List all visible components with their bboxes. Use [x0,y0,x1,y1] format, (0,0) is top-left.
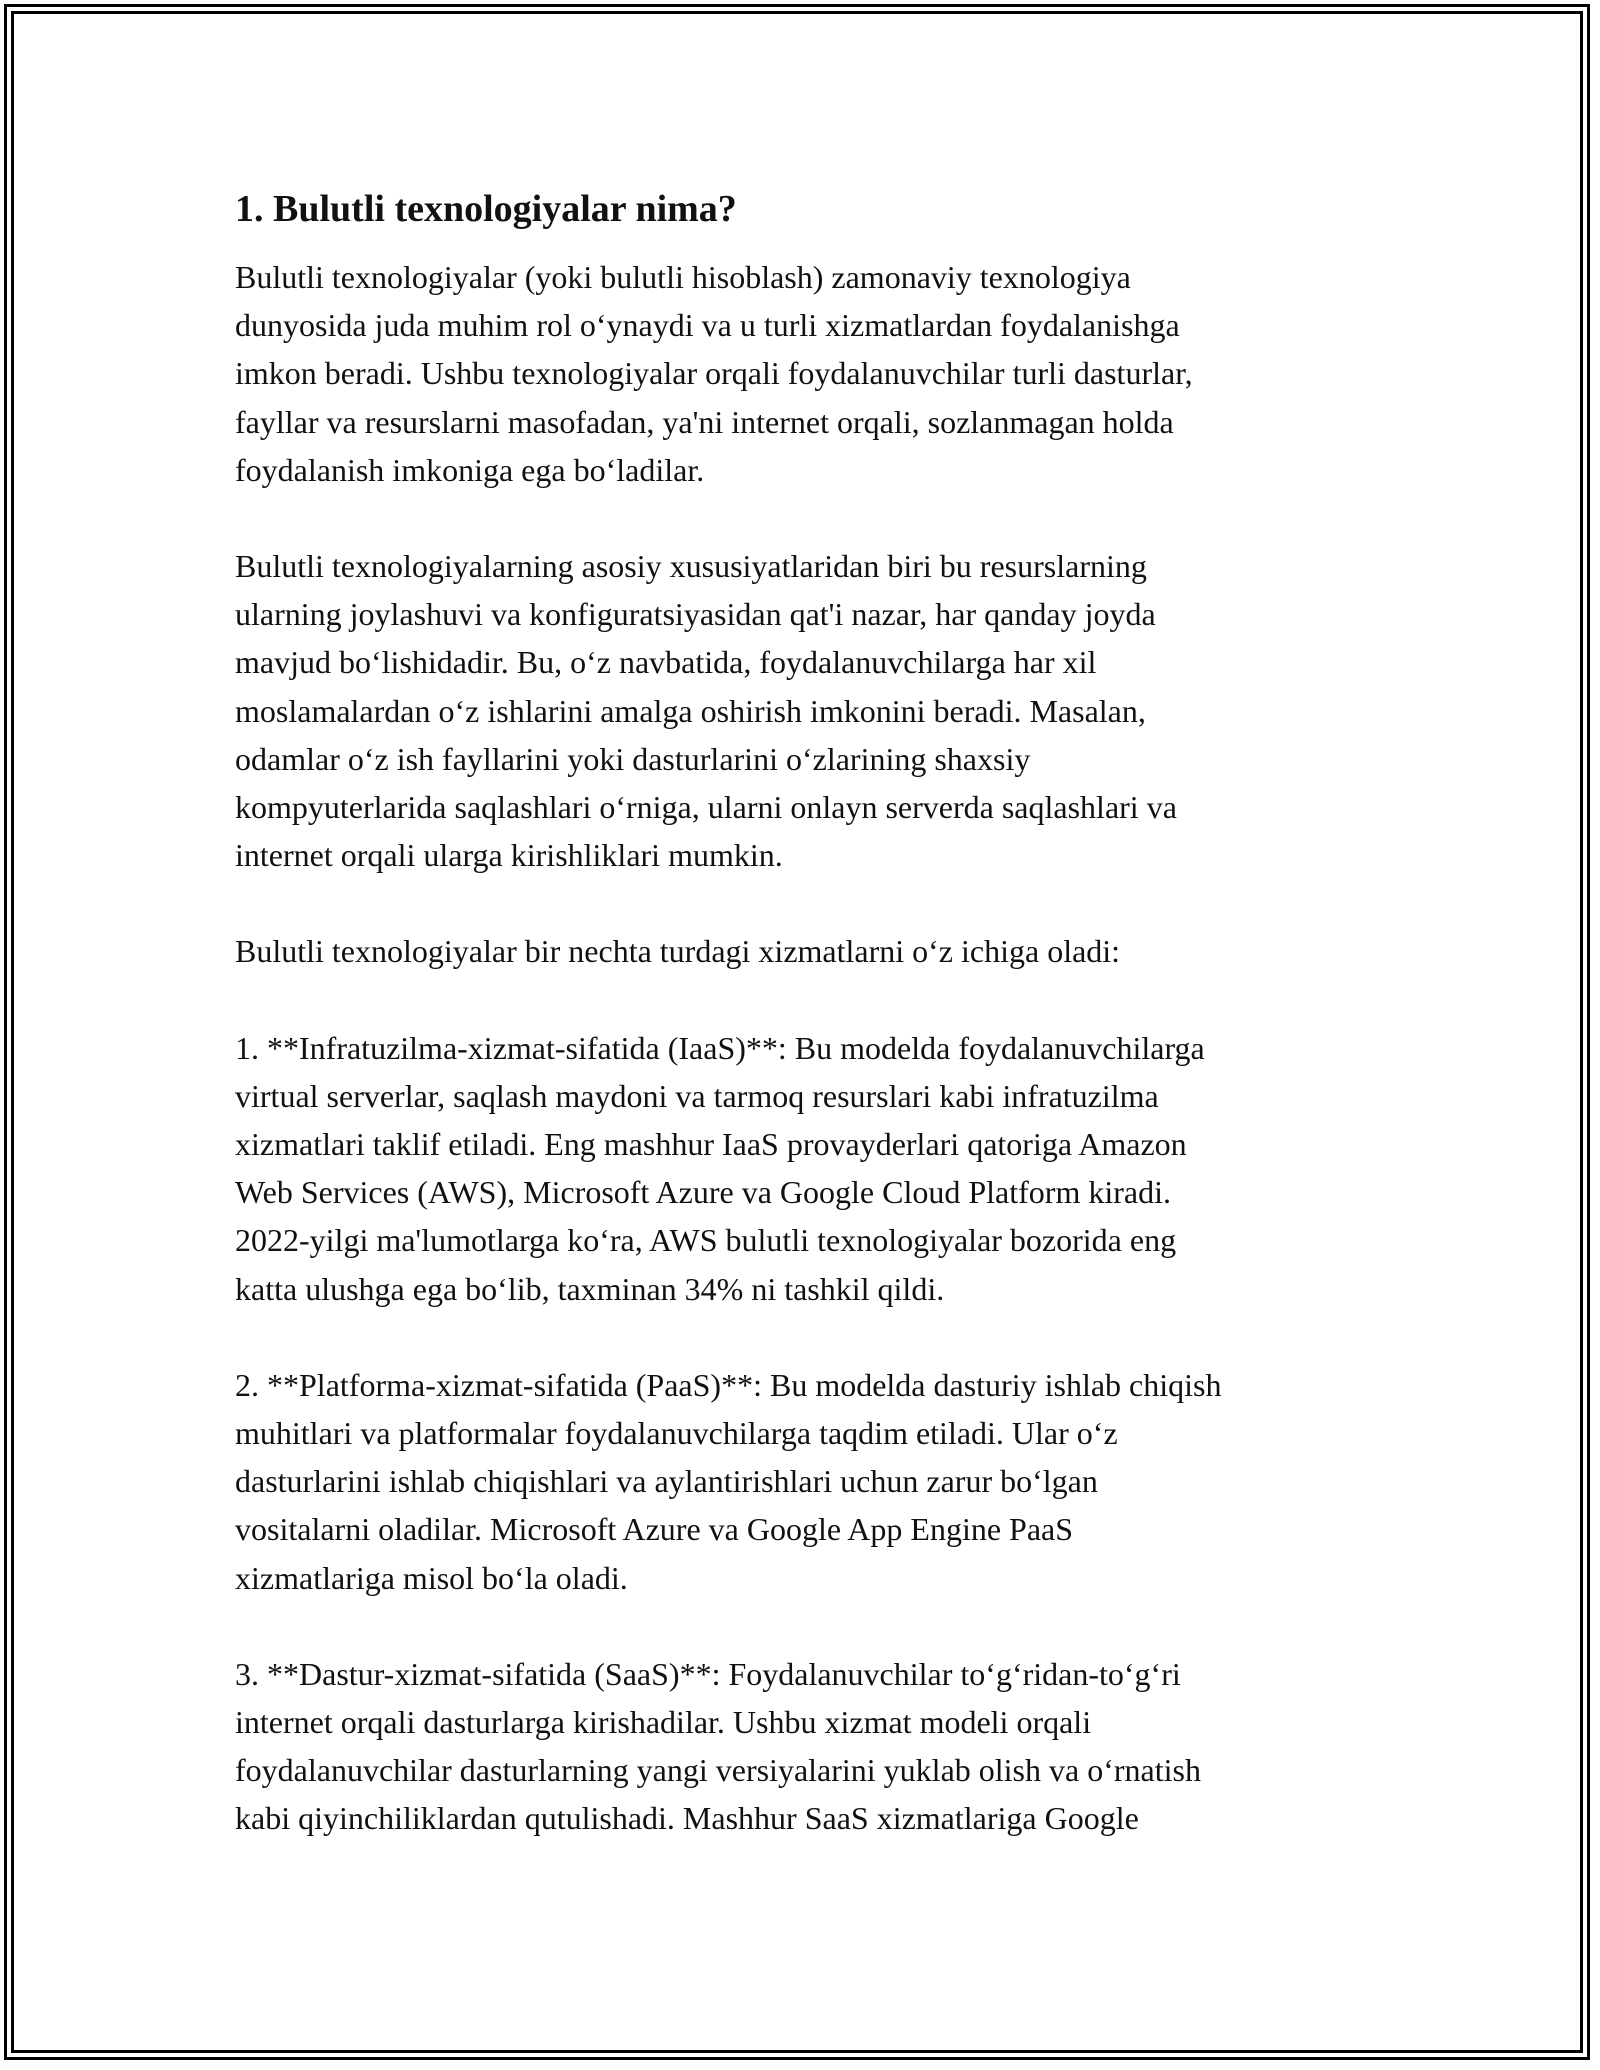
text-line: Web Services (AWS), Microsoft Azure va Google Cloud Platform kiradi. [235,1174,1171,1211]
text-line: internet orqali dasturlarga kirishadilar. Ushbu xizmat modeli orqali [235,1704,1092,1741]
text-line: odamlar o‘z ish fayllarini yoki dasturlarini o‘zlarining shaxsiy [235,740,1031,777]
text-line: mavjud bo‘lishidadir. Bu, o‘z navbatida, foydalanuvchilarga har xil [235,644,1097,681]
text-line: xizmatlari taklif etiladi. Eng mashhur IaaS provayderlari qatoriga Amazon [235,1126,1187,1163]
paragraph-intro [235,253,1375,494]
text-line: Bulutli texnologiyalar bir nechta turdagi xizmatlarni o‘z ichiga oladi: [235,933,1121,970]
text-line: dunyosida juda muhim rol o‘ynaydi va u turli xizmatlardan foydalanishga [235,307,1180,344]
text-line: 1. **Infratuzilma-xizmat-sifatida (IaaS)**: Bu modelda foydalanuvchilarga [235,1029,1205,1066]
text-line: 2. **Platforma-xizmat-sifatida (PaaS)**: Bu modelda dasturiy ishlab chiqish [235,1366,1222,1403]
text-line: moslamalardan o‘z ishlarini amalga oshirish imkonini beradi. Masalan, [235,692,1146,729]
text-line: 2022-yilgi ma'lumotlarga ko‘ra, AWS bulutli texnologiyalar bozorida eng [235,1222,1177,1259]
text-line: fayllar va resurslarni masofadan, ya'ni internet orqali, sozlanmagan holda [235,403,1174,440]
paragraph-iaas [235,1024,1375,1313]
paragraph-saas [235,1650,1375,1843]
section-heading: 1. Bulutli texnologiyalar nima? [235,188,737,230]
paragraph-service-types-intro [235,927,1375,975]
text-line: foydalanish imkoniga ega bo‘ladilar. [235,451,705,488]
text-line: dasturlarini ishlab chiqishlari va aylantirishlari uchun zarur bo‘lgan [235,1463,1098,1500]
text-line: kompyuterlarida saqlashlari o‘rniga, ularni onlayn serverda saqlashlari va [235,789,1177,826]
paragraph-paas [235,1361,1375,1602]
text-line: Bulutli texnologiyalarning asosiy xususiyatlaridan biri bu resurslarning [235,548,1147,585]
text-line: Bulutli texnologiyalar (yoki bulutli hisoblash) zamonaviy texnologiya [235,259,1131,295]
text-line: xizmatlariga misol bo‘la oladi. [235,1559,628,1596]
text-line: imkon beradi. Ushbu texnologiyalar orqali foydalanuvchilar turli dasturlar, [235,355,1193,392]
text-line: virtual serverlar, saqlash maydoni va tarmoq resurslari kabi infratuzilma [235,1077,1159,1114]
text-line: 3. **Dastur-xizmat-sifatida (SaaS)**: Foydalanuvchilar to‘g‘ridan-to‘g‘ri [235,1655,1181,1692]
text-line: ularning joylashuvi va konfiguratsiyasidan qat'i nazar, har qanday joyda [235,596,1156,633]
paragraph-features [235,542,1375,879]
text-line: muhitlari va platformalar foydalanuvchilarga taqdim etiladi. Ular o‘z [235,1415,1118,1452]
document-body [235,185,1375,1891]
text-line: internet orqali ularga kirishliklari mumkin. [235,837,783,874]
text-line: kabi qiyinchiliklardan qutulishadi. Mashhur SaaS xizmatlariga Google [235,1800,1139,1837]
text-line: foydalanuvchilar dasturlarning yangi versiyalarini yuklab olish va o‘rnatish [235,1752,1201,1789]
text-line: vositalarni oladilar. Microsoft Azure va Google App Engine PaaS [235,1511,1074,1548]
text-line: katta ulushga ega bo‘lib, taxminan 34% ni tashkil qildi. [235,1270,945,1307]
